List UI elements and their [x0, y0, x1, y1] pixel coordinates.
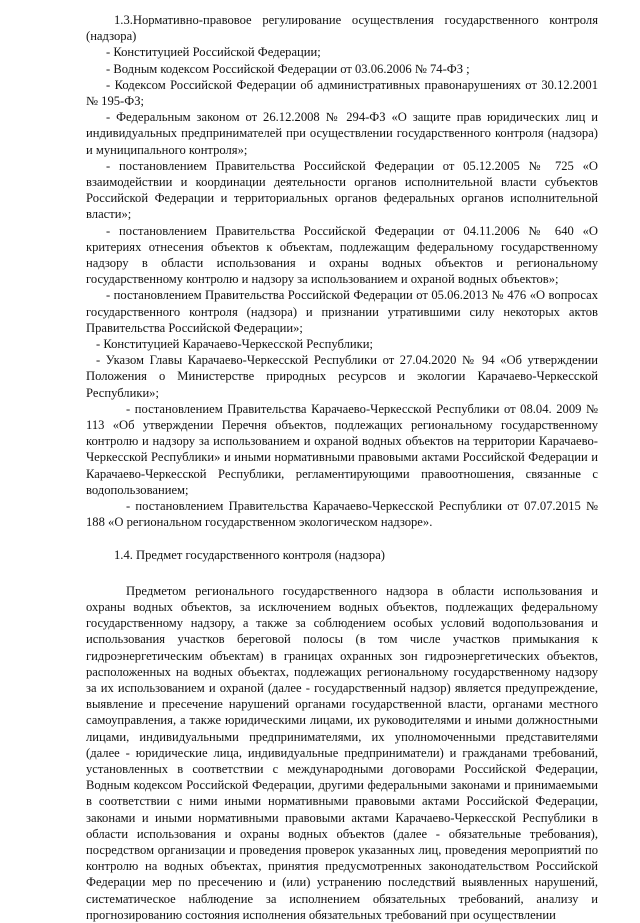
section-1-4-paragraph: Предметом регионального государственного надзора в области использования и охраны водных объектов, за исключением водных объектов, подлежащих федеральному государственному надзору, а также за соблюдением особых условий водопользования и использования участков береговой полосы (в том числе участков примыкания к гидроэнергетическим объектам) в границах охранных зон гидроэнергетических объектов, расположенных на водных объектах, подлежащих региональному государственному надзору за их использованием и охраной (далее - государственный надзор) является предупреждение, выявление и пресечение нарушений органами государственной власти, органами местного самоуправления, а также юридическими лицами, их руководителями и иными должностными лицами, индивидуальными предпринимателями, их уполномоченными представителями (далее - юридические лица, индивидуальные предприниматели) и гражданами требований, установленных в соответствии с международными договорами Российской Федерации, Водным кодексом Российской Федерации, другими федеральными законами и принимаемыми в соответствии с ними иными нормативными правовыми актами Российской Федерации, законами и иными нормативными правовыми актами Карачаево-Черкесской Республики в области использования и охраны водных объектов (далее - обязательные требования), посредством организации и проведения проверок указанных лиц, проведения мероприятий по контролю на водных объектах, принятия предусмотренных законодательством Российской Федерации мер по пресечению и (или) устранению последствий выявленных нарушений, систематическое наблюдение за исполнением обязательных требований, анализу и прогнозированию состояния исполнения обязательных требований при осуществлении — [86, 583, 598, 922]
list-item: - Указом Главы Карачаево-Черкесской Республики от 27.04.2020 № 94 «Об утверждении Положения о Министерстве природных ресурсов и экологии Карачаево-Черкесской Республики»; — [86, 353, 598, 400]
list-item: - постановлением Правительства Российской Федерации от 05.06.2013 № 476 «О вопросах государственного контроля (надзора) и признании утратившими силу некоторых актов Правительства Российской Федерации»; — [86, 288, 598, 335]
list-item: - Кодексом Российской Федерации об административных правонарушениях от 30.12.2001 № 195-ФЗ; — [86, 77, 598, 109]
spacer — [86, 563, 598, 583]
list-item: - Федеральным законом от 26.12.2008 № 294-ФЗ «О защите прав юридических лиц и индивидуальных предпринимателей при осуществлении государственного контроля (надзора) и муниципального контроля»; — [86, 110, 598, 157]
list-item: - постановлением Правительства Карачаево-Черкесской Республики от 07.07.2015 № 188 «О региональном государственном экологическом надзоре». — [86, 499, 598, 530]
section-1-3-heading: 1.3.Нормативно-правовое регулирование осуществления государственного контроля (надзора) — [86, 13, 598, 44]
document-page — [86, 12, 598, 923]
section-1-4-heading: 1.4. Предмет государственного контроля (надзора) — [114, 547, 385, 562]
list-item: - постановлением Правительства Карачаево-Черкесской Республики от 08.04. 2009 № 113 «Об утверждении Перечня объектов, подлежащих региональному государственному контролю и надзору за использованием и охраной водных объектов на территории Карачаево-Черкесской Республики» и иными нормативными правовыми актами Российской Федерации и Карачаево-Черкесской Республики, регламентирующими правоотношения, связанные с водопользованием; — [86, 401, 598, 497]
list-item: - Конституцией Российской Федерации; — [106, 45, 321, 60]
list-item: - Водным кодексом Российской Федерации от 03.06.2006 № 74-ФЗ ; — [106, 61, 470, 76]
list-item: - постановлением Правительства Российской Федерации от 05.12.2005 № 725 «О взаимодействии и координации деятельности органов исполнительной власти субъектов Российской Федерации и территориальных органов федеральных органов исполнительной власти»; — [86, 158, 598, 222]
list-item: - Конституцией Карачаево-Черкесской Республики; — [96, 337, 373, 352]
list-item: - постановлением Правительства Российской Федерации от 04.11.2006 № 640 «О критериях отнесения объектов к объектам, подлежащим федеральному государственному надзору в области использования и охраны водных объектов и региональному государственному контролю и надзору за использованием и охраной водных объектов»; — [86, 223, 598, 287]
spacer — [86, 531, 598, 547]
